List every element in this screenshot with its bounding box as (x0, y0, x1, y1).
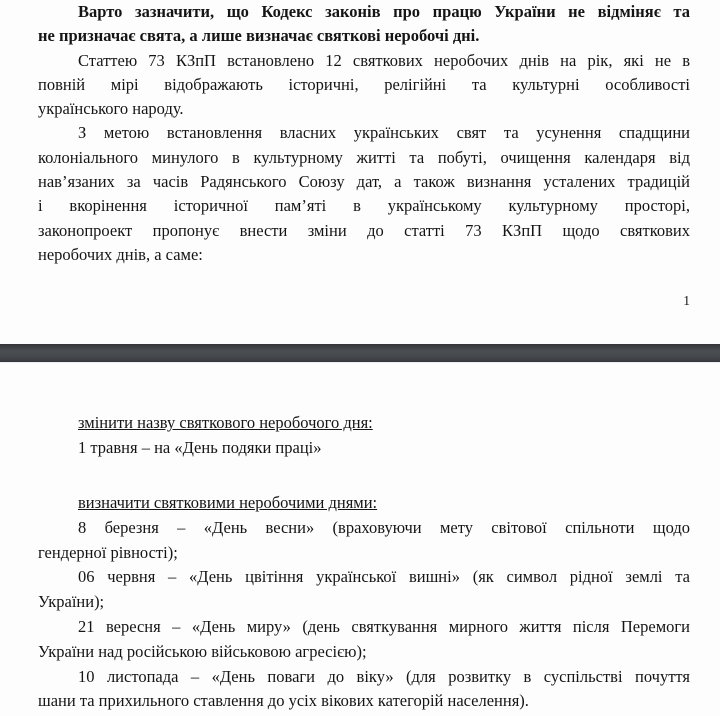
page-1 (0, 0, 720, 344)
holiday-item-november-10 (38, 665, 690, 715)
section-new-holidays (38, 491, 690, 714)
page-number: 1 (683, 293, 690, 309)
subheading-new-holidays: визначити святковими неробочими днями: (78, 493, 378, 513)
holiday-item-june-6 (38, 565, 690, 615)
text-line: шани та прихильного ставлення до усіх вікових категорій населення). (38, 691, 529, 711)
text-line: 10 листопада – «День поваги до віку» (для розвитку в суспільстві почуття (78, 666, 690, 686)
text-line: колоніального минулого в культурному житті та побуті, очищення календаря від (38, 147, 690, 167)
paragraph-note (38, 0, 690, 49)
page-2 (0, 363, 720, 716)
text-line: Варто зазначити, що Кодекс законів про працю України не відміняє та (78, 2, 690, 21)
text-line: Статтею 73 КЗпП встановлено 12 святкових неробочих днів на рік, які не в (78, 50, 690, 70)
subheading-rename-day: змінити назву святкового неробочого дня: (78, 413, 373, 433)
text-line: не призначає свята, а лише визначає святкові неробочі дні. (38, 26, 480, 46)
text-line: 1 травня – на «День подяки праці» (78, 438, 322, 458)
holiday-item-march-8 (38, 516, 690, 566)
text-line: України); (38, 592, 105, 612)
page-separator (0, 344, 720, 363)
text-line: України над російською військовою агресією); (38, 641, 367, 661)
text-line: 21 вересня – «День миру» (день святкування мирного життя після Перемоги (78, 617, 690, 637)
text-line: нав’язаних за часів Радянського Союзу дат, а також визнання усталених традицій (38, 172, 690, 192)
text-line: законопроект пропонує внести зміни до статті 73 КЗпП щодо святкових (38, 220, 690, 240)
text-line: З метою встановлення власних українських свят та усунення спадщини (78, 123, 690, 143)
text-line: українського народу. (38, 99, 184, 119)
paragraph-purpose (38, 121, 690, 267)
paragraph-article-73 (38, 49, 690, 122)
section-rename-holiday (38, 411, 690, 461)
text-line: 8 березня – «День весни» (враховуючи мету світової спільноти щодо (78, 517, 690, 537)
text-line: 06 червня – «День цвітіння української вишні» (як символ рідної землі та (78, 567, 690, 587)
text-line: повній мірі відображають історичні, релігійні та культурні особливості (38, 74, 690, 94)
text-line: і вкорінення історичної пам’яті в українському культурному просторі, (38, 196, 690, 216)
holiday-item-september-21 (38, 615, 690, 665)
text-line: неробочих днів, а саме: (38, 244, 203, 264)
blank-space (38, 461, 690, 491)
text-line: гендерної рівності); (38, 542, 178, 562)
